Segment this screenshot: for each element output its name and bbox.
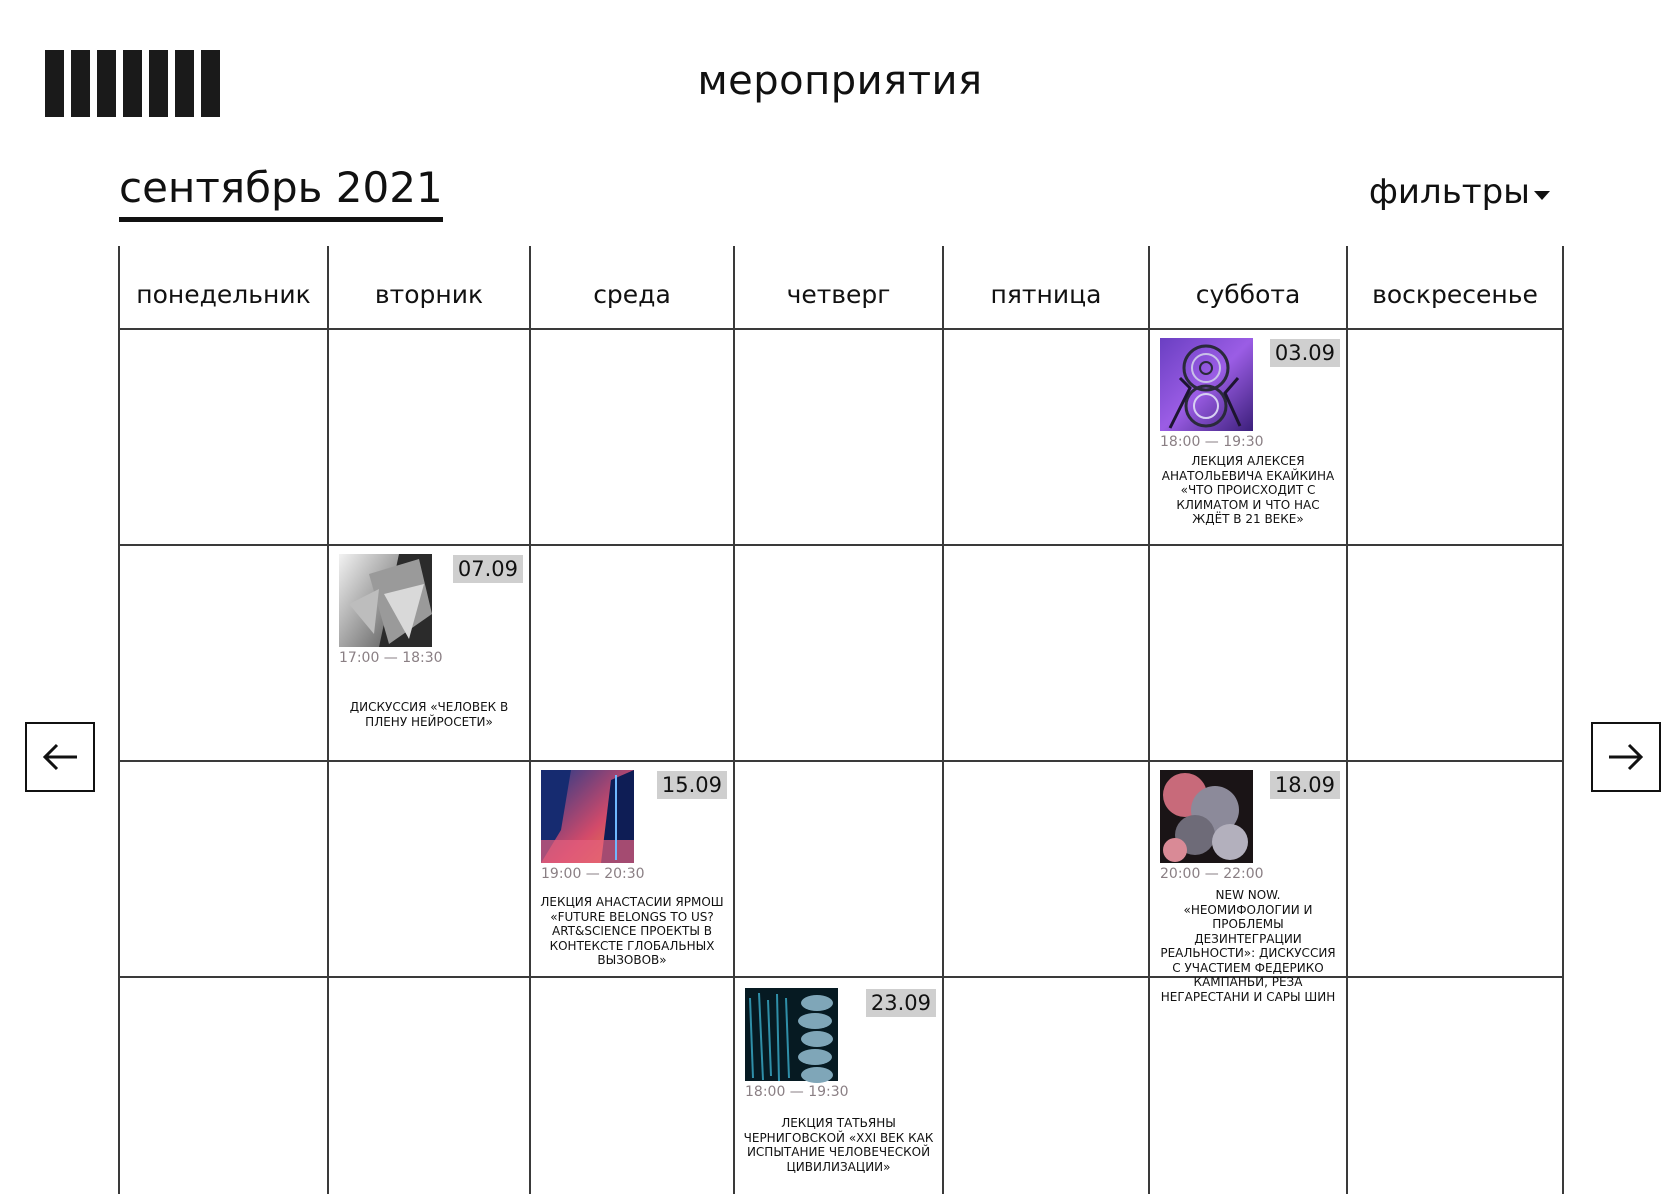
calendar-day [531, 330, 735, 546]
calendar-day [735, 546, 944, 762]
event-image[interactable] [1160, 338, 1253, 431]
event-title[interactable]: ЛЕКЦИЯ АЛЕКСЕЯ АНАТОЛЬЕВИЧА ЕКАЙКИНА «ЧТО ПРОИСХОДИТ С КЛИМАТОМ И ЧТО НАС ЖДЁТ В 21 ВЕКЕ» [1161, 454, 1335, 526]
calendar-grid [118, 246, 1564, 1194]
weekday-header: суббота [1150, 246, 1348, 330]
event-time: 19:00 — 20:30 [541, 866, 645, 882]
calendar-day [1150, 330, 1348, 546]
calendar-day [944, 546, 1150, 762]
previous-month-button[interactable] [25, 722, 95, 792]
calendar-day [120, 330, 329, 546]
calendar-day [1348, 330, 1562, 546]
calendar-day [531, 978, 735, 1194]
calendar-day [329, 330, 531, 546]
event-date-badge: 18.09 [1270, 771, 1340, 799]
calendar-day [1348, 762, 1562, 978]
filters-label: фильтры [1368, 172, 1530, 212]
event-time: 20:00 — 22:00 [1160, 866, 1264, 882]
calendar-day [944, 978, 1150, 1194]
weekday-header: понедельник [120, 246, 329, 330]
calendar-day [735, 978, 944, 1194]
calendar-day [120, 978, 329, 1194]
arrow-left-icon [41, 742, 79, 772]
calendar-day [1150, 546, 1348, 762]
event-title[interactable]: ДИСКУССИЯ «ЧЕЛОВЕК В ПЛЕНУ НЕЙРОСЕТИ» [349, 700, 509, 729]
calendar-day [1150, 762, 1348, 1004]
calendar-day [1348, 546, 1562, 762]
event-title[interactable]: ЛЕКЦИЯ АНАСТАСИИ ЯРМОШ «FUTURE BELONGS TO US? ART&SCIENCE ПРОЕКТЫ В КОНТЕКСТЕ ГЛОБАЛЬНЫХ ВЫЗОВОВ» [540, 895, 724, 967]
weekday-header: четверг [735, 246, 944, 330]
calendar-day [735, 330, 944, 546]
event-title[interactable]: NEW NOW. «НЕОМИФОЛОГИИ И ПРОБЛЕМЫ ДЕЗИНТЕГРАЦИИ РЕАЛЬНОСТИ»: ДИСКУССИЯ С УЧАСТИЕМ ФЕДЕРИКО КАМПАНЬИ, РЕЗА НЕГАРЕСТАНИ И САРЫ ШИН [1160, 888, 1336, 1004]
event-image[interactable] [541, 770, 634, 863]
event-title[interactable]: ЛЕКЦИЯ ТАТЬЯНЫ ЧЕРНИГОВСКОЙ «XXI ВЕК КАК ИСПЫТАНИЕ ЧЕЛОВЕЧЕСКОЙ ЦИВИЛИЗАЦИИ» [743, 1116, 934, 1174]
filters-button[interactable] [1369, 172, 1550, 212]
month-selector[interactable]: сентябрь 2021 [119, 162, 443, 222]
weekday-header: воскресенье [1348, 246, 1562, 330]
event-time: 18:00 — 19:30 [1160, 434, 1264, 450]
weekday-header: пятница [944, 246, 1150, 330]
calendar-day [1348, 978, 1562, 1194]
event-time: 18:00 — 19:30 [745, 1084, 849, 1100]
calendar-day [329, 546, 531, 762]
calendar-day [531, 762, 735, 978]
calendar-day [735, 762, 944, 978]
calendar-day [944, 762, 1150, 978]
page-title: мероприятия [697, 58, 983, 104]
event-date-badge: 03.09 [1270, 339, 1340, 367]
calendar-day [329, 762, 531, 978]
calendar-day [120, 762, 329, 978]
next-month-button[interactable] [1591, 722, 1661, 792]
event-date-badge: 15.09 [657, 771, 727, 799]
calendar-day [944, 330, 1150, 546]
event-image[interactable] [339, 554, 432, 647]
calendar-day [329, 978, 531, 1194]
event-date-badge: 07.09 [453, 555, 523, 583]
weekday-header: вторник [329, 246, 531, 330]
event-image[interactable] [1160, 770, 1253, 863]
event-image[interactable] [745, 988, 838, 1081]
calendar-day [120, 546, 329, 762]
calendar-day [1150, 978, 1348, 1194]
calendar-day [531, 546, 735, 762]
weekday-header: среда [531, 246, 735, 330]
event-date-badge: 23.09 [866, 989, 936, 1017]
event-time: 17:00 — 18:30 [339, 650, 443, 666]
caret-down-icon [1534, 191, 1550, 200]
arrow-right-icon [1607, 742, 1645, 772]
